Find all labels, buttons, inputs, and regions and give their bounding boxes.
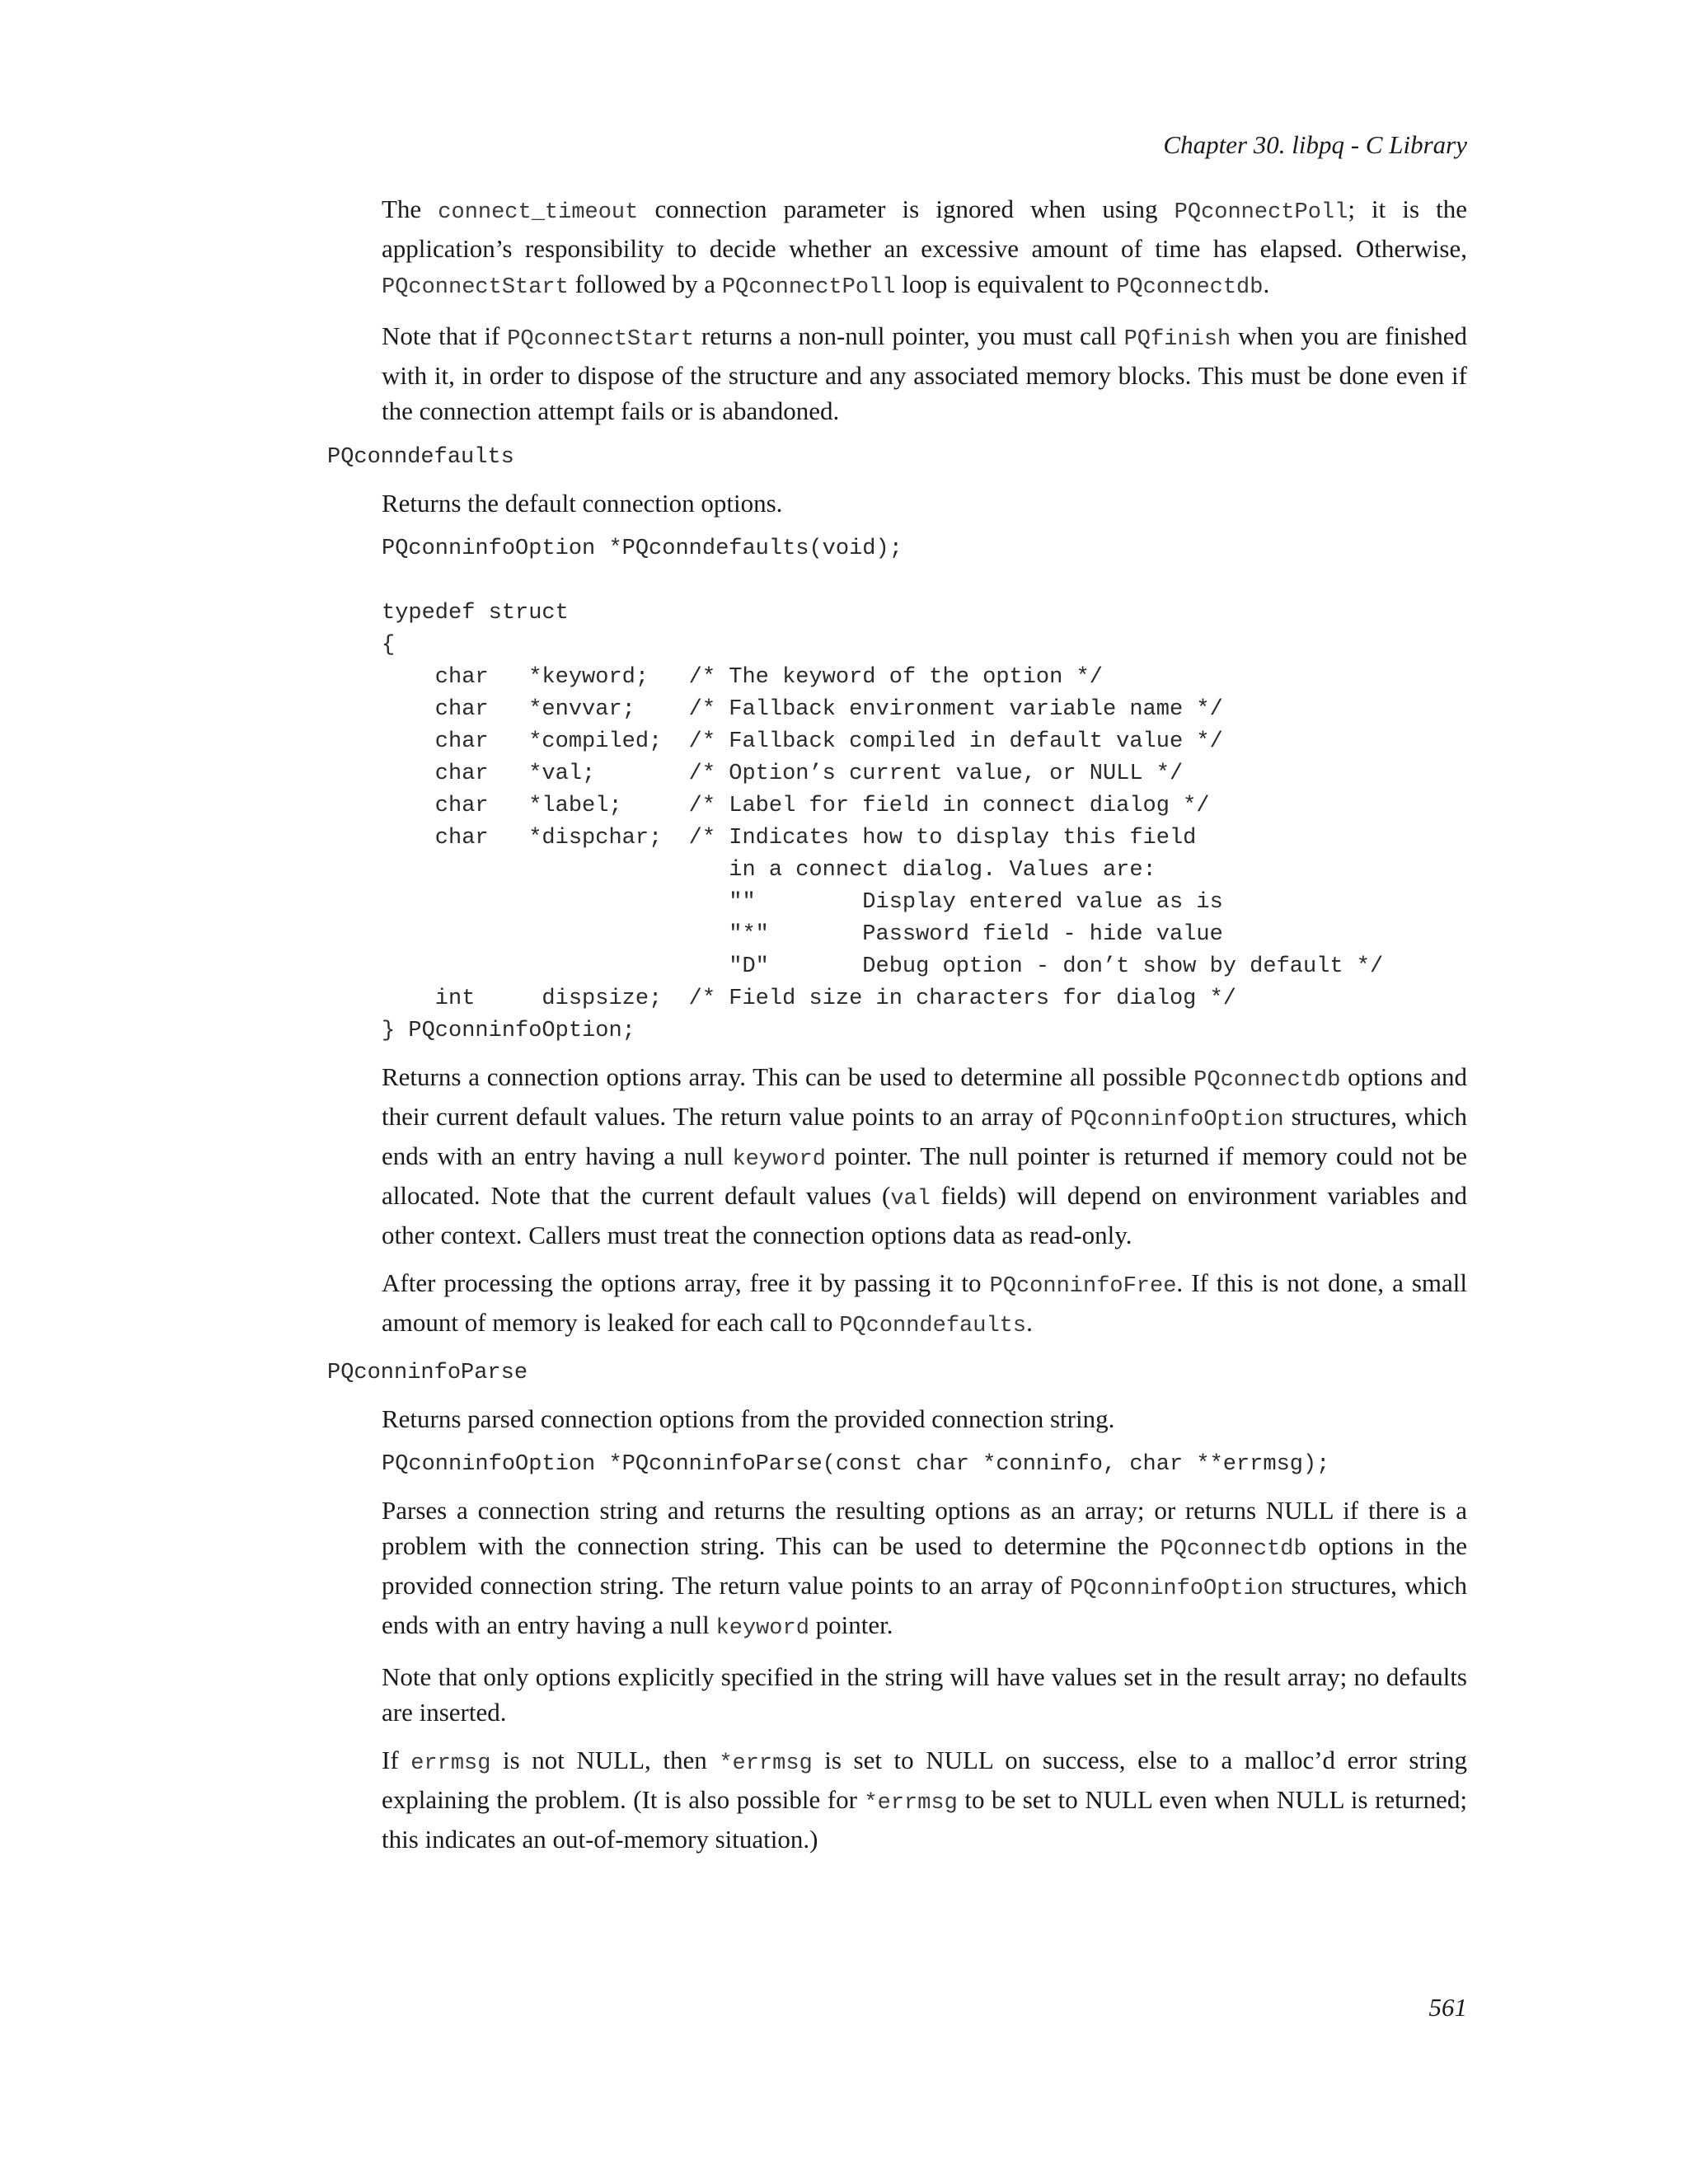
- text-run: structures, which ends with an entry having a null: [382, 1571, 1468, 1639]
- page-content: [327, 191, 1467, 1869]
- inline-code: *errmsg: [864, 1791, 958, 1816]
- text-run: is set to NULL on success, else to a malloc’d error string explaining the problem. (It is also possible for: [382, 1746, 1468, 1814]
- text-run: loop is equivalent to: [895, 269, 1117, 298]
- paragraph-parse-description: [382, 1493, 1467, 1647]
- pqconndefaults-code-block: PQconninfoOption *PQconndefaults(void); typedef struct { char *keyword; /* The keyword of the option */ char *envvar; /* Fallback environment variable name */ char *compiled; /* Fallback compiled in default value */ char *val; /* Option’s current value, or NULL */ char *label; /* Label for field in connect dialog */ char *dispchar; /* Indicates how to display this field in a connect dialog. Values are: "" Display entered value as is "*" Password field - hide value "D" Debug option - don’t show by default */ int dispsize; /* Field size in characters for dialog */ } PQconninfoOption;: [382, 537, 1384, 1043]
- inline-code: errmsg: [410, 1751, 491, 1776]
- inline-code: PQconnectdb: [1193, 1068, 1341, 1093]
- inline-code: PQconnectStart: [382, 275, 569, 300]
- inline-code: PQconnectPoll: [721, 275, 896, 300]
- inline-code: PQconnectdb: [1116, 275, 1264, 300]
- pqconninfoparse-description: Returns parsed connection options from the provided connection string.: [382, 1404, 1115, 1433]
- paragraph-free-options: [382, 1265, 1467, 1344]
- text-run: If: [382, 1746, 411, 1774]
- text-run: structures, which ends with an entry having a null: [382, 1102, 1467, 1170]
- pqconninfoparse-code-block: PQconninfoOption *PQconninfoParse(const char *conninfo, char **errmsg);: [382, 1452, 1330, 1477]
- text-run: .: [1026, 1308, 1033, 1337]
- inline-code: PQfinish: [1123, 327, 1231, 352]
- inline-code: keyword: [715, 1616, 809, 1641]
- inline-code: PQconndefaults: [839, 1314, 1027, 1338]
- text-run: .: [1263, 269, 1270, 298]
- inline-code: keyword: [732, 1147, 826, 1172]
- pqconndefaults-section: [382, 485, 1467, 1344]
- text-run: ; it is the application’s responsibility to decide whether an excessive amount of time has elapsed. Otherwise,: [382, 194, 1468, 263]
- inline-code: PQconnectStart: [507, 327, 695, 352]
- inline-code: val: [890, 1187, 931, 1212]
- inline-code: PQconnectPoll: [1174, 200, 1348, 225]
- text-run: when you are finished with it, in order to dispose of the structure and any associated memory blocks. This must be done even if the connection attempt fails or is abandoned.: [382, 321, 1467, 425]
- running-header: Chapter 30. libpq - C Library: [1163, 130, 1467, 159]
- text-run: options and their current default values. The return value points to an array of: [382, 1062, 1467, 1131]
- text-run: is not NULL, then: [490, 1746, 720, 1774]
- inline-code: PQconninfoFree: [989, 1274, 1177, 1299]
- paragraph-connect-timeout: [382, 191, 1467, 306]
- inline-code: connect_timeout: [438, 200, 639, 225]
- inline-code: PQconninfoOption: [1070, 1577, 1284, 1601]
- pqconninfoparse-section: [382, 1401, 1467, 1857]
- paragraph-pqfinish-note: [382, 318, 1467, 429]
- page-number: 561: [1428, 1993, 1467, 2022]
- paragraph-errmsg: [382, 1742, 1467, 1857]
- text-run: to be set to NULL even when NULL is returned; this indicates an out-of-memory situation.): [382, 1785, 1467, 1854]
- text-run: pointer.: [809, 1610, 893, 1639]
- paragraph-options-array: [382, 1059, 1467, 1253]
- pqconndefaults-description: Returns the default connection options.: [382, 489, 783, 518]
- term-pqconninfoparse: PQconninfoParse: [327, 1361, 528, 1385]
- text-run: pointer. The null pointer is returned if memory could not be allocated. Note that the current default values (: [382, 1141, 1468, 1210]
- text-run: connection parameter is ignored when using: [638, 194, 1175, 223]
- inline-code: *errmsg: [719, 1751, 813, 1776]
- text-run: options in the provided connection string. The return value points to an array of: [382, 1531, 1467, 1600]
- inline-code: PQconnectdb: [1160, 1537, 1307, 1562]
- text-run: followed by a: [568, 269, 722, 298]
- text-run: . If this is not done, a small amount of memory is leaked for each call to: [382, 1268, 1468, 1337]
- text-run: After processing the options array, free it by passing it to: [382, 1268, 990, 1297]
- paragraph-explicit-options: Note that only options explicitly specified in the string will have values set in the result array; no defaults are inserted.: [382, 1662, 1467, 1727]
- text-run: returns a non-null pointer, you must call: [694, 321, 1124, 350]
- text-run: fields) will depend on environment variables and other context. Callers must treat the connection options data as read-only.: [382, 1181, 1467, 1249]
- text-run: Parses a connection string and returns the resulting options as an array; or returns NULL if there is a problem with the connection string. This can be used to determine the: [382, 1496, 1467, 1560]
- inline-code: PQconninfoOption: [1070, 1108, 1284, 1132]
- text-run: The: [382, 194, 438, 223]
- intro-section: [382, 191, 1467, 429]
- text-run: Returns a connection options array. This can be used to determine all possible: [382, 1062, 1194, 1091]
- term-pqconndefaults: PQconndefaults: [327, 445, 514, 470]
- text-run: Note that if: [382, 321, 508, 350]
